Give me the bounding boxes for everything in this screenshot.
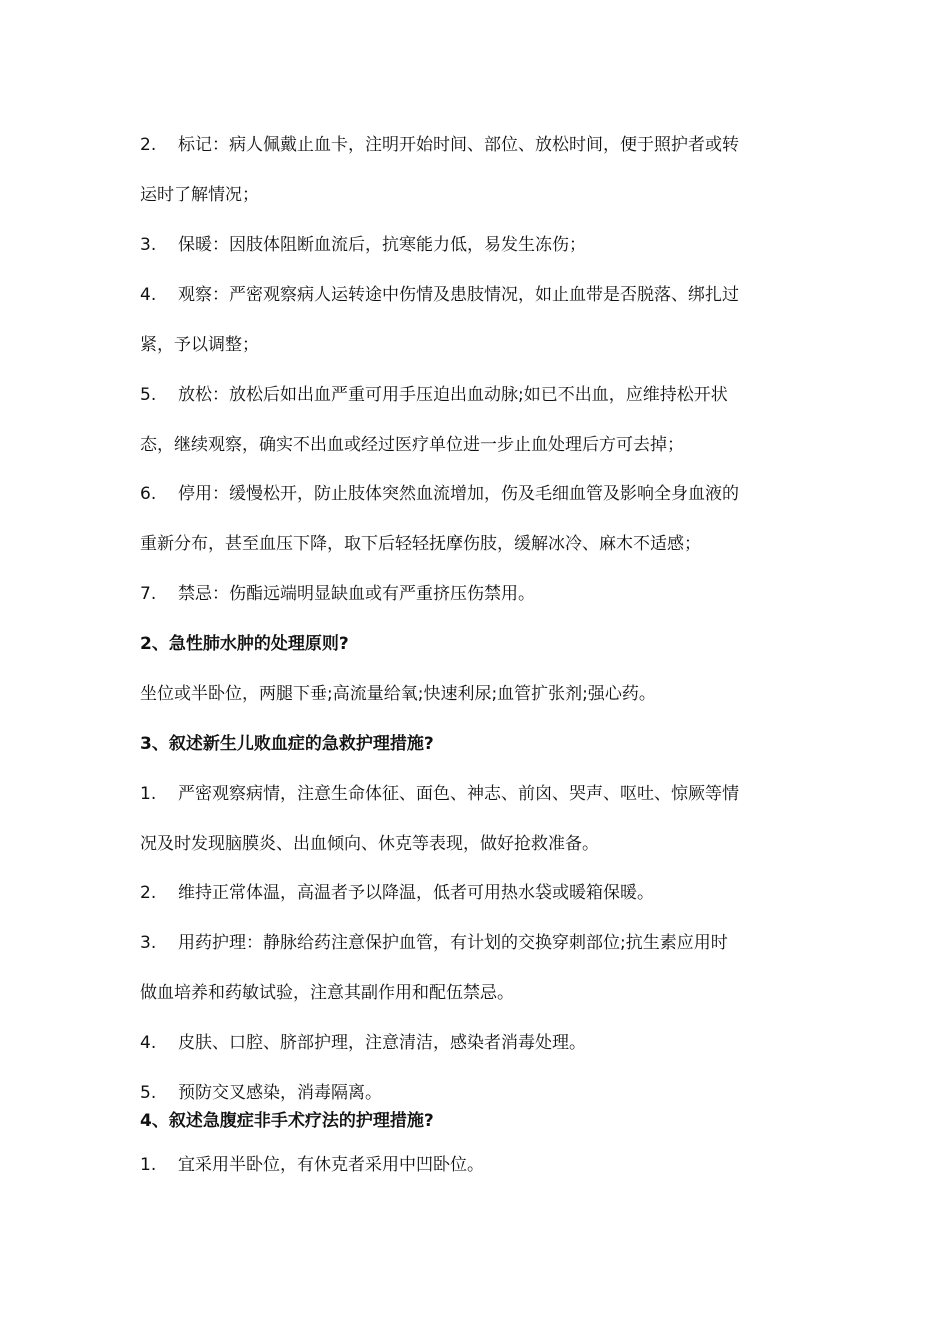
- section-heading: [140, 732, 434, 756]
- line-text: 预防交叉感染，消毒隔离。: [178, 1083, 382, 1103]
- text-line: [140, 832, 599, 856]
- item-number: 1.: [140, 1155, 157, 1175]
- text-line: [140, 582, 535, 606]
- text-line: [140, 283, 739, 307]
- text-line: [140, 782, 739, 806]
- line-text: 紧，予以调整；: [140, 335, 259, 355]
- line-text: 观察：严密观察病人运转途中伤情及患肢情况，如止血带是否脱落、绑扎过: [178, 285, 739, 305]
- line-text: 做血培养和药敏试验，注意其副作用和配伍禁忌。: [140, 983, 514, 1003]
- text-line: [140, 881, 654, 905]
- item-number: 1.: [140, 784, 157, 804]
- line-text: 停用：缓慢松开，防止肢体突然血流增加，伤及毛细血管及影响全身血液的: [178, 484, 739, 504]
- item-number: 7.: [140, 584, 157, 604]
- item-number: 3.: [140, 235, 157, 255]
- section-heading: [140, 632, 349, 656]
- line-text: 态，继续观察，确实不出血或经过医疗单位进一步止血处理后方可去掉；: [140, 435, 684, 455]
- text-line: [140, 183, 259, 207]
- line-text: 运时了解情况；: [140, 185, 259, 205]
- text-line: [140, 532, 701, 556]
- item-number: 5.: [140, 1083, 157, 1103]
- line-text: 皮肤、口腔、脐部护理，注意清洁，感染者消毒处理。: [178, 1033, 586, 1053]
- line-text: 严密观察病情，注意生命体征、面色、神志、前囟、哭声、呕吐、惊厥等情: [178, 784, 739, 804]
- text-line: [140, 1153, 484, 1177]
- text-line: [140, 333, 259, 357]
- line-text: 用药护理：静脉给药注意保护血管，有计划的交换穿刺部位;抗生素应用时: [178, 933, 728, 953]
- line-text: 况及时发现脑膜炎、出血倾向、休克等表现，做好抢救准备。: [140, 834, 599, 854]
- line-text: 放松：放松后如出血严重可用手压迫出血动脉;如已不出血，应维持松开状: [178, 385, 728, 405]
- text-line: [140, 433, 684, 457]
- line-text: 宜采用半卧位，有休克者采用中凹卧位。: [178, 1155, 484, 1175]
- line-text: 保暖：因肢体阻断血流后，抗寒能力低，易发生冻伤；: [178, 235, 586, 255]
- text-line: [140, 1031, 586, 1055]
- item-number: 2.: [140, 135, 157, 155]
- text-line: [140, 383, 728, 407]
- item-number: 6.: [140, 484, 157, 504]
- item-number: 4.: [140, 1033, 157, 1053]
- item-number: 5.: [140, 385, 157, 405]
- text-line: [140, 482, 739, 506]
- section-heading: [140, 1109, 434, 1133]
- text-line: [140, 1081, 382, 1105]
- line-text: 标记：病人佩戴止血卡，注明开始时间、部位、放松时间，便于照护者或转: [178, 135, 739, 155]
- line-text: 维持正常体温，高温者予以降温，低者可用热水袋或暖箱保暖。: [178, 883, 654, 903]
- item-number: 3.: [140, 933, 157, 953]
- item-number: 2.: [140, 883, 157, 903]
- line-text: 2、急性肺水肿的处理原则?: [140, 634, 349, 654]
- text-line: [140, 233, 586, 257]
- line-text: 坐位或半卧位，两腿下垂;高流量给氧;快速利尿;血管扩张剂;强心药。: [140, 684, 656, 704]
- line-text: 4、叙述急腹症非手术疗法的护理措施?: [140, 1111, 434, 1131]
- text-line: [140, 682, 656, 706]
- line-text: 重新分布，甚至血压下降，取下后轻轻抚摩伤肢，缓解冰冷、麻木不适感；: [140, 534, 701, 554]
- line-text: 禁忌：伤酯远端明显缺血或有严重挤压伤禁用。: [178, 584, 535, 604]
- item-number: 4.: [140, 285, 157, 305]
- text-line: [140, 981, 514, 1005]
- text-line: [140, 931, 728, 955]
- line-text: 3、叙述新生儿败血症的急救护理措施?: [140, 734, 434, 754]
- text-line: [140, 133, 739, 157]
